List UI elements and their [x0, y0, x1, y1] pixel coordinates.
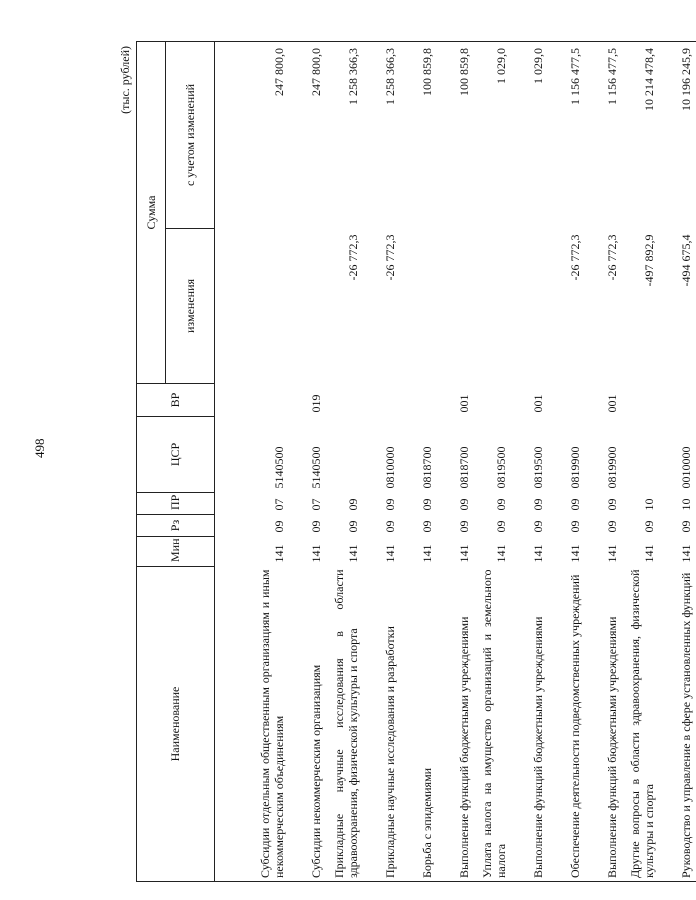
row-changes: -26 772,3	[383, 234, 398, 281]
header-with-changes: с учетом изменений	[166, 41, 215, 228]
row-rz: 09	[494, 520, 509, 533]
row-pr: 09	[531, 498, 546, 511]
row-vr	[363, 384, 400, 417]
row-name: Выполнение функций бюджетными учреждениями	[585, 567, 622, 882]
row-vr	[326, 384, 363, 417]
row-changes: -26 772,3	[605, 234, 620, 281]
header-vr: ВР	[137, 384, 215, 417]
row-vr: 001	[457, 394, 472, 413]
row-pr: 09	[457, 498, 472, 511]
row-rz: 09	[383, 520, 398, 533]
row-vr: 001	[531, 394, 546, 413]
header-rz: Рз	[137, 515, 215, 537]
row-min: 141	[309, 544, 324, 563]
row-total: 10 196 245,9	[659, 41, 696, 228]
header-changes: изменения	[166, 229, 215, 384]
row-min: 141	[457, 544, 472, 563]
row-changes: -494 675,4	[679, 234, 694, 287]
row-changes	[474, 229, 511, 384]
header-name: Наименование	[137, 567, 215, 882]
row-rz: 09	[346, 520, 361, 533]
row-changes	[400, 229, 437, 384]
table-row	[622, 41, 659, 881]
row-total: 1 156 477,5	[548, 41, 585, 228]
row-min: 141	[568, 544, 583, 563]
row-changes	[252, 229, 289, 384]
row-pr: 09	[605, 498, 620, 511]
row-name: Субсидии некоммерческим организациям	[289, 567, 326, 882]
row-pr: 09	[420, 498, 435, 511]
table-row	[363, 41, 400, 881]
row-name: Прикладные научные исследования и разработки	[363, 567, 400, 882]
row-total: 1 029,0	[511, 41, 548, 228]
row-name: Выполнение функций бюджетными учреждениями	[437, 567, 474, 882]
row-name: Прикладные научные исследования в области здравоохранения, физической культуры и спорта	[326, 567, 363, 882]
row-name: Субсидии отдельным общественным организациям и иным некоммерческим объединениям	[252, 567, 289, 882]
row-csr: 0819900	[568, 446, 583, 489]
row-rz: 09	[272, 520, 287, 533]
row-csr	[622, 417, 659, 493]
table-row	[326, 41, 363, 881]
row-vr	[252, 384, 289, 417]
row-rz: 09	[605, 520, 620, 533]
row-min: 141	[494, 544, 509, 563]
row-pr: 09	[568, 498, 583, 511]
row-csr: 0010000	[679, 446, 694, 489]
row-vr	[659, 384, 696, 417]
row-pr: 07	[309, 498, 324, 511]
row-csr: 0819500	[531, 446, 546, 489]
row-rz: 09	[642, 520, 657, 533]
row-pr: 10	[642, 498, 657, 511]
row-min: 141	[272, 544, 287, 563]
table-row	[548, 41, 585, 881]
table-row	[400, 41, 437, 881]
table-row	[252, 41, 289, 881]
table-header	[137, 41, 215, 881]
row-min: 141	[642, 544, 657, 563]
row-total: 100 859,8	[400, 41, 437, 228]
row-rz: 09	[309, 520, 324, 533]
row-total: 1 258 366,3	[363, 41, 400, 228]
row-name: Борьба с эпидемиями	[400, 567, 437, 882]
row-rz: 09	[568, 520, 583, 533]
budget-table	[136, 41, 696, 882]
row-vr	[400, 384, 437, 417]
header-min: Мин	[137, 537, 215, 567]
row-rz: 09	[679, 520, 694, 533]
row-changes: -497 892,9	[642, 234, 657, 287]
header-pr: ПР	[137, 493, 215, 515]
row-pr: 09	[383, 498, 398, 511]
table-row	[289, 41, 326, 881]
row-total: 10 214 478,4	[622, 41, 659, 228]
header-csr: ЦСР	[137, 417, 215, 493]
row-changes	[437, 229, 474, 384]
table-row	[659, 41, 696, 881]
row-name: Выполнение функций бюджетными учреждениями	[511, 567, 548, 882]
table-row	[474, 41, 511, 881]
row-name: Руководство и управление в сфере установленных функций	[659, 567, 696, 882]
row-csr	[326, 417, 363, 493]
table-row	[585, 41, 622, 881]
row-min: 141	[346, 544, 361, 563]
row-vr	[548, 384, 585, 417]
row-vr	[622, 384, 659, 417]
row-changes	[511, 229, 548, 384]
table-row	[437, 41, 474, 881]
row-min: 141	[605, 544, 620, 563]
row-pr: 07	[272, 498, 287, 511]
table-row	[511, 41, 548, 881]
row-total: 1 258 366,3	[326, 41, 363, 228]
row-vr: 001	[605, 394, 620, 413]
row-changes: -26 772,3	[568, 234, 583, 281]
row-min: 141	[679, 544, 694, 563]
row-csr: 0819500	[494, 446, 509, 489]
row-rz: 09	[531, 520, 546, 533]
units-note: (тыс. рублей)	[118, 46, 132, 114]
row-csr: 0819900	[605, 446, 620, 489]
row-total: 1 156 477,5	[585, 41, 622, 228]
budget-table-page	[118, 42, 694, 882]
row-vr	[474, 384, 511, 417]
row-pr: 09	[346, 498, 361, 511]
header-sum: Сумма	[137, 41, 166, 383]
row-changes	[289, 229, 326, 384]
row-total: 247 800,0	[289, 41, 326, 228]
row-csr: 0818700	[420, 446, 435, 489]
row-rz: 09	[457, 520, 472, 533]
row-csr: 0810000	[383, 446, 398, 489]
row-pr: 10	[679, 498, 694, 511]
table-body	[215, 41, 696, 881]
row-rz: 09	[420, 520, 435, 533]
row-csr: 5140500	[309, 446, 324, 489]
row-min: 141	[531, 544, 546, 563]
row-name: Обеспечение деятельности подведомственных учреждений	[548, 567, 585, 882]
row-name: Другие вопросы в области здравоохранения, физической культуры и спорта	[622, 567, 659, 882]
row-csr: 0818700	[457, 446, 472, 489]
row-min: 141	[420, 544, 435, 563]
page-number: 498	[32, 438, 47, 458]
row-total: 247 800,0	[252, 41, 289, 228]
row-vr: 019	[309, 394, 324, 413]
row-min: 141	[383, 544, 398, 563]
row-csr: 5140500	[272, 446, 287, 489]
row-total: 100 859,8	[437, 41, 474, 228]
row-pr: 09	[494, 498, 509, 511]
row-changes: -26 772,3	[346, 234, 361, 281]
row-total: 1 029,0	[474, 41, 511, 228]
row-name: Уплата налога на имущество организаций и земельного налога	[474, 567, 511, 882]
